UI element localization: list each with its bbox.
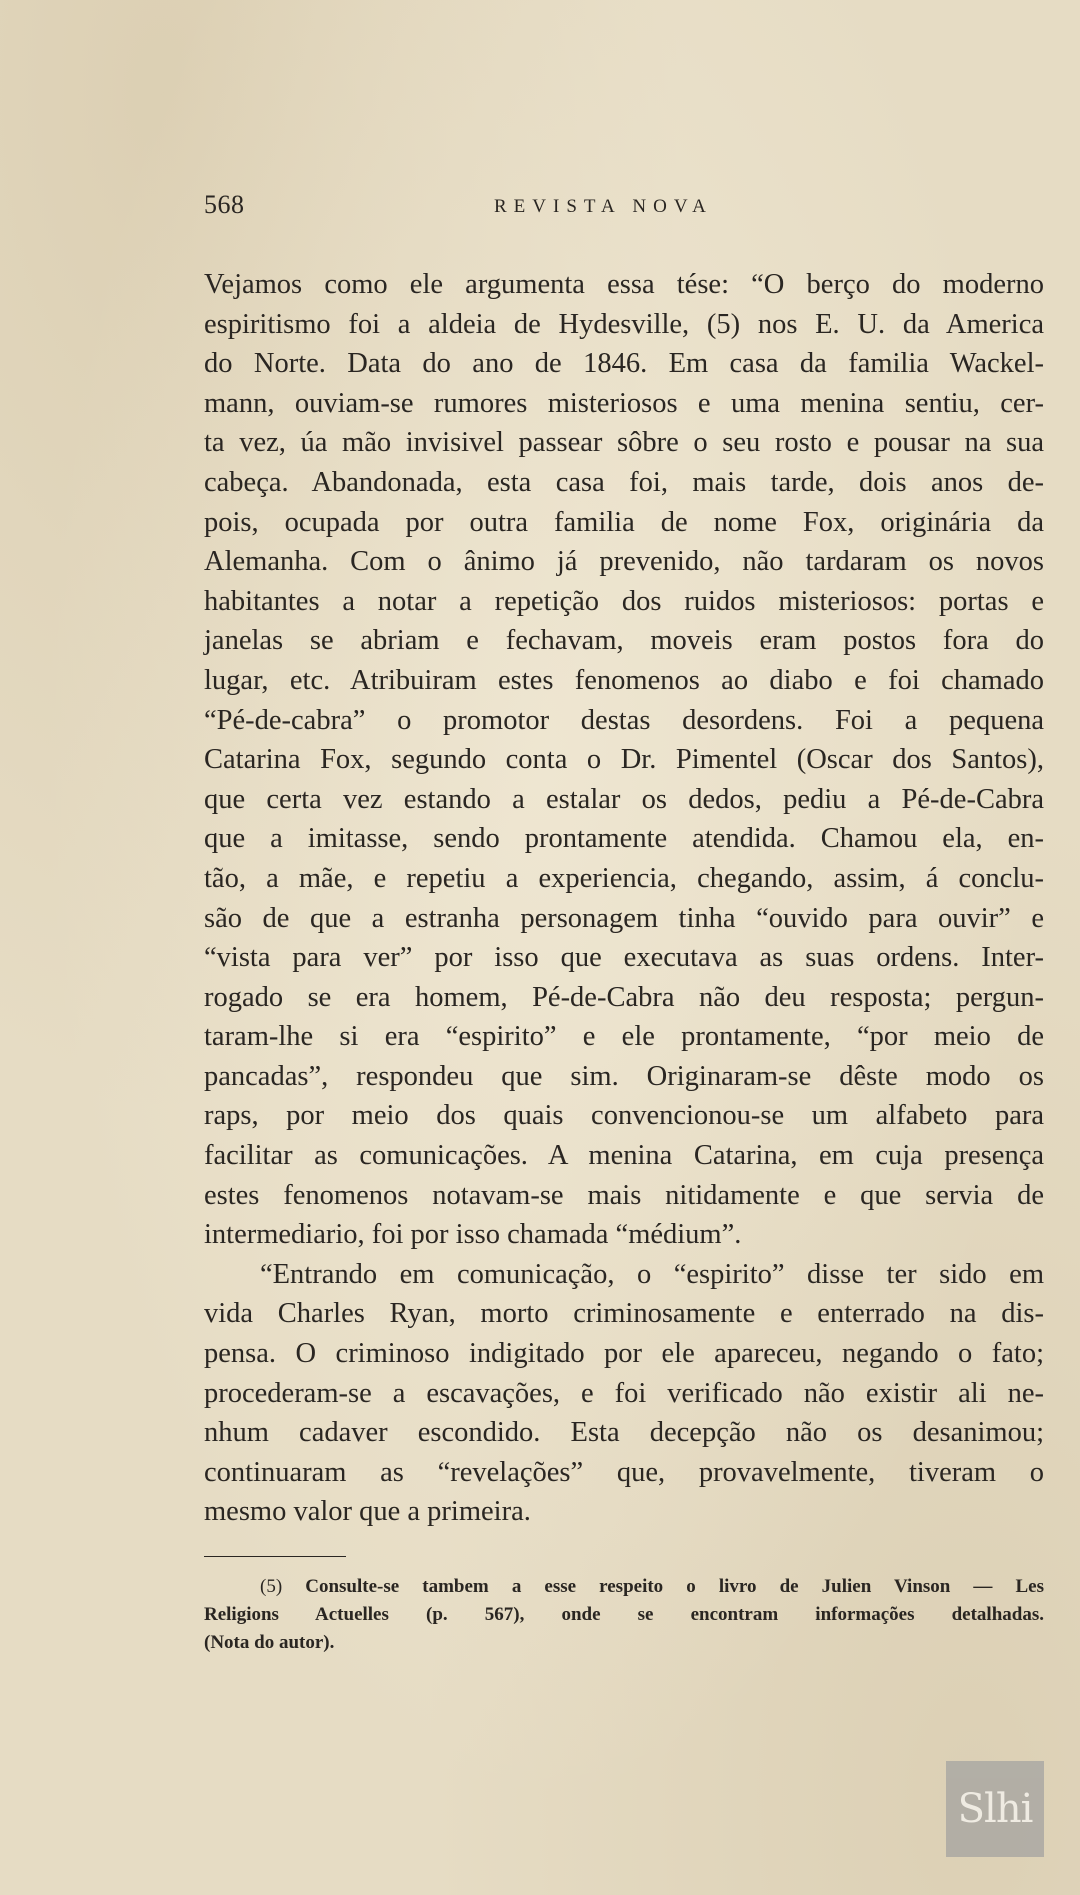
watermark-logo: Slhi: [946, 1761, 1044, 1857]
text-line: habitantes a notar a repetição dos ruidos misteriosos: portas e: [204, 585, 1044, 617]
text-line: lugar, etc. Atribuiram estes fenomenos ao diabo e foi chamado: [204, 664, 1044, 696]
text-line: raps, por meio dos quais convencionou-se um alfabeto para: [204, 1100, 1044, 1132]
text-line: ta vez, úa mão invisivel passear sôbre o seu rosto e pousar na sua: [204, 427, 1044, 459]
body-text: [204, 265, 1044, 1532]
footnote-divider: [204, 1556, 346, 1557]
text-line: mann, ouviam-se rumores misteriosos e uma menina sentiu, cer-: [204, 387, 1044, 419]
text-line: pensa. O criminoso indigitado por ele apareceu, negando o fato;: [204, 1338, 1044, 1370]
text-line: mesmo valor que a primeira.: [204, 1496, 531, 1528]
footnote: [204, 1573, 1044, 1657]
paragraph-1: [204, 265, 1044, 1255]
page-number: 568: [204, 190, 245, 219]
text-line: que certa vez estando a estalar os dedos, pediu a Pé-de-Cabra: [204, 783, 1044, 815]
text-line: cabeça. Abandonada, esta casa foi, mais tarde, dois anos de-: [204, 466, 1044, 498]
text-line: são de que a estranha personagem tinha “ouvido para ouvir” e: [204, 902, 1044, 934]
text-line: que a imitasse, sendo prontamente atendida. Chamou ela, en-: [204, 823, 1044, 855]
text-line: “Pé-de-cabra” o promotor destas desordens. Foi a pequena: [204, 704, 1044, 736]
text-line: “Entrando em comunicação, o “espirito” disse ter sido em: [260, 1258, 1044, 1290]
text-line: tão, a mãe, e repetiu a experiencia, chegando, assim, á conclu-: [204, 862, 1044, 894]
paragraph-2: [204, 1255, 1044, 1532]
footnote-marker: (5): [260, 1576, 283, 1597]
text-line: estes fenomenos notavam-se mais nitidamente e que servia de: [204, 1179, 1044, 1211]
text-line: Catarina Fox, segundo conta o Dr. Pimentel (Oscar dos Santos),: [204, 744, 1044, 776]
text-line: procederam-se a escavações, e foi verificado não existir ali ne-: [204, 1377, 1044, 1409]
text-line: Vejamos como ele argumenta essa tése: “O berço do moderno: [204, 269, 1044, 300]
footnote-text: Consulte-se tambem a esse respeito o livro de Julien Vinson — Les: [305, 1576, 1045, 1597]
text-line: nhum cadaver escondido. Esta decepção não os desanimou;: [204, 1417, 1044, 1449]
text-line: continuaram as “revelações” que, provavelmente, tiveram o: [204, 1456, 1044, 1488]
text-line: pois, ocupada por outra familia de nome Fox, originária da: [204, 506, 1044, 538]
text-line: janelas se abriam e fechavam, moveis eram postos fora do: [204, 625, 1044, 657]
text-line: espiritismo foi a aldeia de Hydesville, (5) nos E. U. da America: [204, 308, 1044, 340]
text-line: “vista para ver” por isso que executava as suas ordens. Inter-: [204, 942, 1044, 974]
footnote-line: Religions Actuelles (p. 567), onde se encontram informações detalhadas.: [204, 1604, 1044, 1625]
text-line: rogado se era homem, Pé-de-Cabra não deu resposta; pergun-: [204, 981, 1044, 1013]
text-line: do Norte. Data do ano de 1846. Em casa da familia Wackel-: [204, 348, 1044, 380]
footnote-line: (Nota do autor).: [204, 1632, 335, 1653]
page-header: [204, 190, 1044, 230]
text-line: facilitar as comunicações. A menina Catarina, em cuja presença: [204, 1140, 1044, 1172]
text-line: vida Charles Ryan, morto criminosamente e enterrado na dis-: [204, 1298, 1044, 1330]
text-line: taram-lhe si era “espirito” e ele prontamente, “por meio de: [204, 1021, 1044, 1053]
footnote-line: [204, 1573, 1044, 1601]
running-head: REVISTA NOVA: [494, 196, 713, 217]
text-line: intermediario, foi por isso chamada “médium”.: [204, 1219, 742, 1251]
text-line: pancadas”, respondeu que sim. Originaram-se dêste modo os: [204, 1060, 1044, 1092]
text-line: Alemanha. Com o ânimo já prevenido, não tardaram os novos: [204, 546, 1044, 578]
